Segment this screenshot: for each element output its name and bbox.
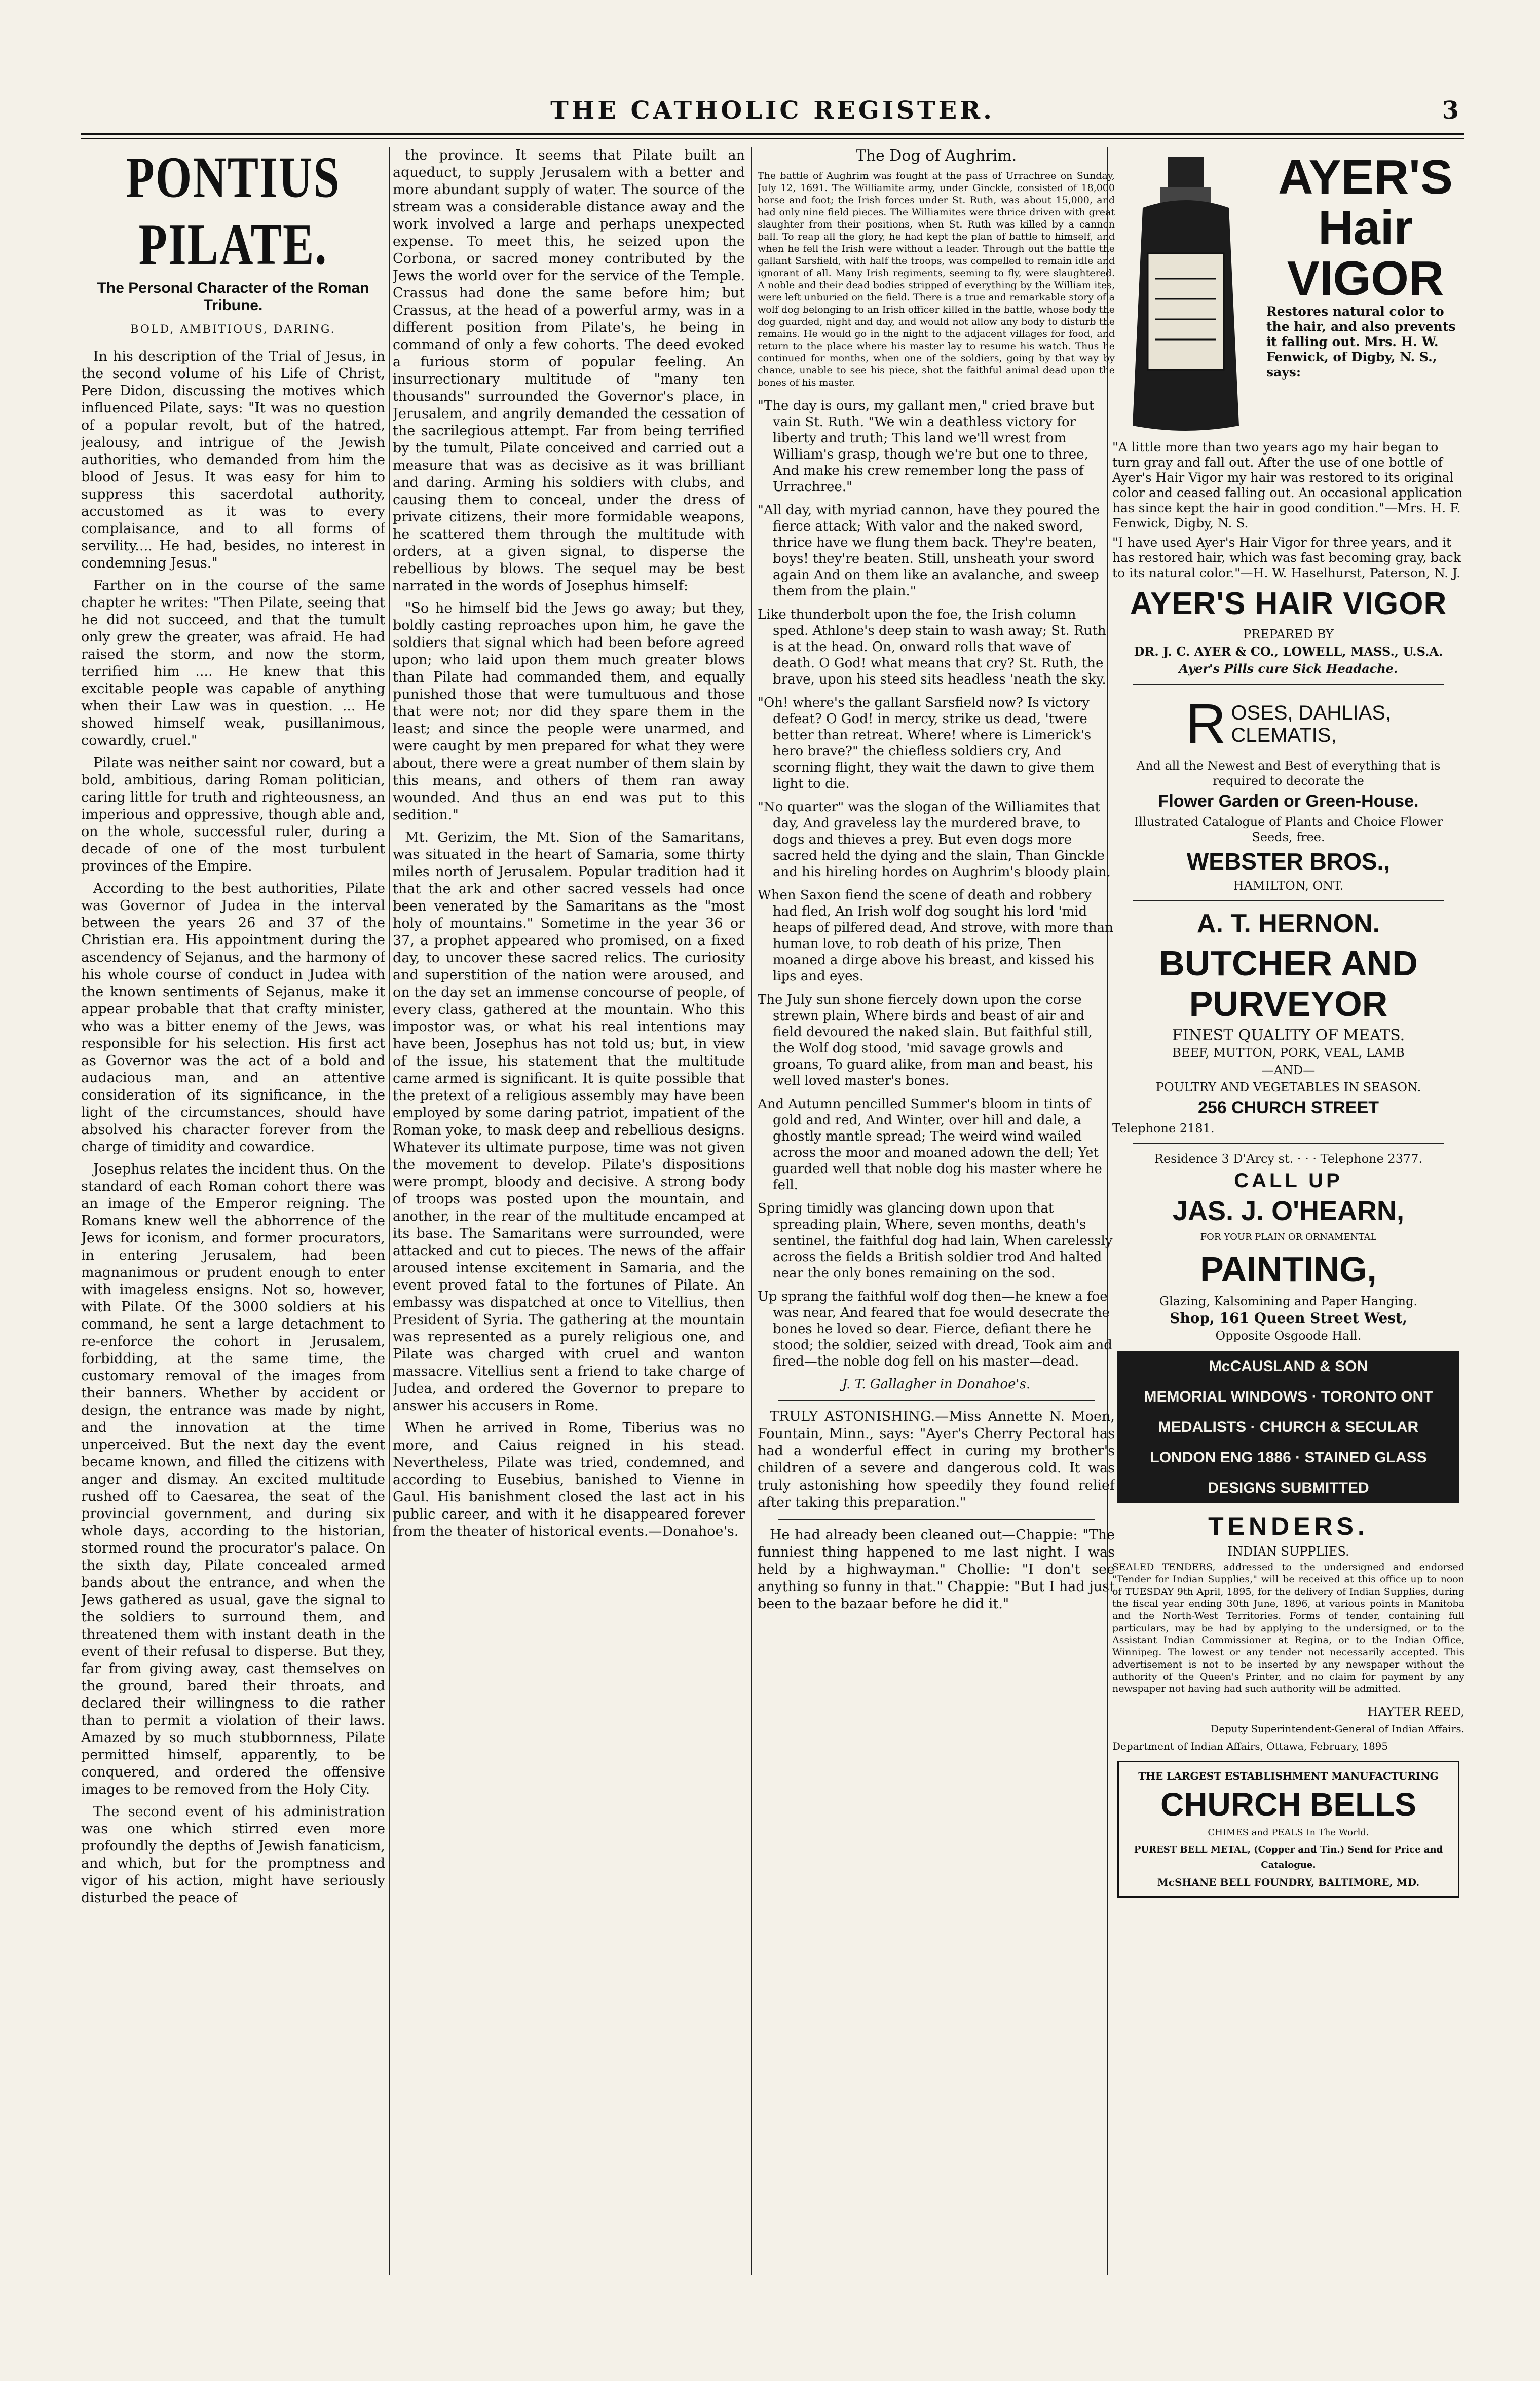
ayer-title-line: AYER'S [1278,150,1453,204]
divider [1133,1143,1444,1144]
tenders-ad [1112,1511,1464,1754]
paragraph: Josephus relates the incident thus. On the standard of each Roman cohort there was an image of the Emperor reigning. The Romans knew well the abhorrence of the Jews for iconism, and former procurators, in entering Jerusalem, had been magnanimous or prudent enough to enter with imageless ensigns. Not so, however, with Pilate. Of the 3000 soldiers at his command, he sent a large detachment to re-enforce the cohort in Jerusalem, forbidding, at the same time, the customary removal of the images from their banners. Whether by accident or design, the entrance was made by night, and the innovation at the time unperceived. But the next day the event became known, and filled the citizens with anger and dismay. An excited multitude rushed off to Caesarea, the seat of the provincial government, and during six whole days, according to the historian, stormed round the procurator's palace. On the sixth day, Pilate concealed armed bands about the entrance, and when the Jews gathered as usual, gave the signal to the soldiers to surround them, and threatened them with instant death in the event of their refusal to disperse. But they, far from giving away, cast themselves on the ground, bared their throats, and declared their willingness to die rather than to permit a violation of their laws. Amazed by so much stubbornness, Pilate permitted himself, apparently, to be conquered, and ordered the offensive images to be removed from the Holy City. [81,1161,385,1797]
ayer-restores: Restores natural color to the hair, and also prevents it falling out. Mrs. H. W. Fenwick, of Digby, N. S., says: [1266,304,1456,380]
glass-line: DESIGNS SUBMITTED [1208,1480,1369,1496]
glass-line: McCAUSLAND & SON [1209,1358,1368,1375]
bells-top: THE LARGEST ESTABLISHMENT MANUFACTURING [1138,1770,1439,1782]
poem-title: The Dog of Aughrim. [855,147,1017,165]
poem-signature: J. T. Gallagher in Donahoe's. [842,1377,1031,1392]
tenders-sub: INDIAN SUPPLIES. [1227,1544,1349,1559]
paragraph: the province. It seems that Pilate built an aqueduct, to supply Jerusalem with a better and more abundant supply of water. The source of the stream was a considerable distance away and the work involved a large and perhaps unexpected expense. To meet this, he seized upon the Corbona, or sacred money contributed by the Jews the world over for the service of the Temple. Crassus had done the same before him; but Crassus, at the head of a powerful army, was in a different position from Pilate's, he being in command of only a few cohorts. The deed evoked a furious storm of popular feeling. An insurrectionary multitude of "many ten thousands" surrounded the Governor's place, in Jerusalem, and angrily demanded the cessation of the sacrilegious attempt. Far from being terrified by the tumult, Pilate conceived and carried out a measure that was as decisive as it was brilliant and daring. Arming his soldiers with clubs, and causing them to conceal, under the dress of private citizens, their more formidable weapons, he scattered them through the multitude with orders, at a given signal, to disperse the rebellious by blows. The sequel may be best narrated in the words of Josephus himself: [393,147,745,594]
divider [778,1400,1095,1401]
header-rule [81,133,1464,135]
hernon-ad [1112,909,1464,1136]
stanza: "No quarter" was the slogan of the Williamites that day, And graveless lay the murdered brave, to dogs and thieves a prey. But even dogs more sacred held the dying and the slain, Than Ginckle and his hireling hordes on Aughrim's bloody plain. [758,800,1111,880]
stained-glass-ad [1117,1351,1459,1503]
roses-desc: And all the Newest and Best of everything that is required to decorate the [1136,759,1441,788]
ayer-quote: "I have used Ayer's Hair Vigor for three years, and it has restored hair, which was fast becoming gray, back to its natural color."—H. W. Haselhurst, Paterson, N. J. [1112,535,1461,580]
advertisements-column [1112,147,1464,2275]
hernon-quality: FINEST QUALITY OF MEATS. [1172,1027,1405,1044]
roses-store: Flower Garden or Green-House. [1158,791,1419,811]
paragraph: When he arrived in Rome, Tiberius was no more, and Caius reigned in his stead. Nevertheless, Pilate was tried, condemned, and according to Eusebius, banished to Vienne in Gaul. His banishment closed the last act in his public career, and with it he disappeared forever from the theater of historical events.—Donahoe's. [393,1420,745,1539]
stanza: Spring timidly was glancing down upon that spreading plain, Where, seven months, death's sentinel, the faithful dog had lain, When carelessly across the fields a British soldier trod And halted near the only bones remaining on the sod. [758,1201,1113,1281]
ayers-hair-vigor-ad [1112,152,1464,436]
masthead [81,96,1464,137]
newspaper-title: THE CATHOLIC REGISTER. [550,96,995,125]
ohearn-shop: Shop, 161 Queen Street West, [1170,1310,1407,1327]
roses-firm: WEBSTER BROS., [1186,848,1391,875]
poem-intro: The battle of Aughrim was fought at the pass of Urrachree on Sunday, July 12, 1691. The Williamite army, under Ginckle, consisted of 18,000 horse and foot; the Irish forces under St. Ruth, was about 15,000, and had only nine field pieces. The Williamites were thrice driven with great slaughter from their positions, when St. Ruth was killed by a cannon ball. To reap all the glory, he had kept the plan of battle to himself, and when he fell the Irish were without a leader. Through out the battle the gallant Sarsfield, with half the troops, was compelled to remain idle and ignorant of all. Many Irish regiments, seeming to fly, were slaughtered. A noble and their dead bodies stripped of everything by the William ites, were left unburied on the field. There is a true and remarkable story of a wolf dog belonging to an Irish officer killed in the battle, whose body the dog guarded, night and day, and would not allow any body to disturb the remains. He would go in the night to the adjacent villages for food, and return to the place where his master lay to resume his watch. Thus he continued for months, when one of the soldiers, going by that way by chance, unable to see his piece, shot the faithful animal dead upon the bones of his master. [758,170,1115,388]
divider [778,1519,1095,1520]
notice-paragraph: TRULY ASTONISHING.—Miss Annette N. Moen, Fountain, Minn., says: "Ayer's Cherry Pectoral has had a wonderful effect in curing my brother's children of a severe and dangerous cold. It was truly astonishing how speedily they found relief after taking this preparation." [758,1409,1115,1510]
ohearn-name: JAS. J. O'HEARN, [1173,1196,1404,1226]
ohearn-ad [1112,1151,1464,1343]
roses-ad [1112,692,1464,893]
ohearn-for: FOR YOUR PLAIN OR ORNAMENTAL [1200,1232,1377,1242]
divider [1133,900,1444,901]
paragraph: In his description of the Trial of Jesus, in the second volume of his Life of Christ, Pere Didon, discussing the motives which influenced Pilate, says: "It was no question of a popular revolt, but of the hatred, jealousy, and intrigue of the Jewish authorities, who demanded from him the blood of Jesus. It was easy for him to suppress this sacerdotal authority, accustomed as it was to every complaisance, and to all forms of servility.... He had, besides, no interest in condemning Jesus." [81,349,385,571]
tenders-dept: Department of Indian Affairs, Ottawa, February, 1895 [1112,1740,1388,1752]
stanza: When Saxon fiend the scene of death and robbery had fled, An Irish wolf dog sought his lord 'mid heaps of pilfered dead, And strove, with more than human love, to rob death of his prize, Then moaned a dirge above his breast, and kissed his lips and eyes. [758,888,1113,984]
hernon-poultry: POULTRY AND VEGETABLES IN SEASON. [1155,1080,1421,1094]
ohearn-painting: PAINTING, [1200,1250,1377,1289]
glass-line: LONDON ENG 1886 · STAINED GLASS [1150,1449,1427,1466]
glass-line: MEMORIAL WINDOWS · TORONTO ONT [1144,1388,1433,1405]
stanza: And Autumn pencilled Summer's bloom in tints of gold and red, And Winter, over hill and dale, a ghostly mantle spread; The weird wind wailed across the moor and moaned adown the dell; Yet guarded well that noble dog his master where he fell. [758,1097,1102,1193]
article-pontius-pilate [81,147,385,2275]
stanza: Like thunderbolt upon the foe, the Irish column sped. Athlone's deep stain to wash away; St. Ruth is at the head. On, onward rolls that wave of death. O God! what means that cry? St. Ruth, the brave, upon his steed sits headless 'neath the sky. [758,607,1106,687]
bells-side: CHIMES and PEALS In The World. [1208,1827,1369,1838]
church-bells-ad [1117,1761,1459,1898]
roses-catalogue: Illustrated Catalogue of Plants and Choice Flower Seeds, free. [1134,815,1443,844]
article-headline: PONTIUS PILATE. [126,147,341,277]
tenders-signer: HAYTER REED, [1367,1705,1464,1719]
ayer-maker: DR. J. C. AYER & CO., LOWELL, MASS., U.S.A. [1134,644,1443,659]
paragraph: Pilate was neither saint nor coward, but a bold, ambitious, daring Roman politician, caring little for truth and righteousness, an imperious and oppressive, though able and, on the whole, successful ruler, during a decade of one of the most turbulent provinces of the Empire. [81,755,385,874]
hernon-meats: BEEF, MUTTON, PORK, VEAL, LAMB [1172,1046,1405,1060]
glass-line: MEDALISTS · CHURCH & SECULAR [1158,1419,1419,1435]
paragraph: The second event of his administration was one which stirred even more profoundly the depths of Jewish fanaticism, and which, but for the promptness and vigor of his action, might have seriously disturbed the peace of [81,1804,385,1906]
ayer-title-line: Hair [1318,201,1413,255]
ayer-pills: Ayer's Pills cure Sick Headache. [1179,661,1398,676]
roses-city: HAMILTON, ONT. [1233,879,1344,893]
bells-main: CHURCH BELLS [1160,1786,1416,1823]
joke-paragraph: He had already been cleaned out—Chappie: "The funniest thing happened to me last night. I was held by a highwayman." Chollie: "I don't see anything so funny in that." Chappie: "But I had just been to the bazaar before he did it." [758,1527,1115,1612]
article-continuation [393,147,745,2275]
paragraph: Farther on in the course of the same chapter he writes: "Then Pilate, seeing that he did not succeed, and that the tumult only grew the greater, was afraid. He had raised the storm, and now the storm, terrified him .... He knew that this excitable people was capable of anything when their Law was in question. ... He showed himself weak, pusillanimous, cowardly, cruel." [81,578,385,748]
divider [1133,684,1444,685]
column-divider [389,147,390,2275]
stanza: "The day is ours, my gallant men," cried brave but vain St. Ruth. "We win a deathless victory for liberty and truth; This land we'll wrest from William's grasp, though we're but one to three, And make his crew remember long the pass of Urrachree." [758,398,1095,495]
ayer-title-line: VIGOR [1287,251,1444,306]
page-number: 3 [1442,96,1459,125]
tenders-signer-title: Deputy Superintendent-General of Indian Affairs. [1211,1723,1464,1735]
article-subhead: The Personal Character of the Roman Tribune. [97,280,369,314]
stanza: "Oh! where's the gallant Sarsfield now? Is victory defeat? O God! in mercy, strike us dead, 'twere better than retreat. Where! where is Limerick's hero brave?" the chiefless soldiers cry, And scorning flight, they wait the dawn to give them light to die. [758,695,1095,791]
ohearn-residence: Residence 3 D'Arcy st. · · · Telephone 2377. [1154,1152,1423,1166]
hernon-address: 256 CHURCH STREET [1197,1098,1379,1117]
hernon-and: —AND— [1261,1063,1316,1077]
paragraph: According to the best authorities, Pilate was Governor of Judea in the interval between the years 26 and 37 of the Christian era. His appointment during the ascendency of Sejanus, and the harmony of his whole course of conduct in Judea with the known sentiments of Sejanus, make it appear probable that that crafty minister, who was a bitter enemy of the Jews, was responsible for his selection. His first act as Governor was the act of a bold and audacious man, and an attentive consideration of its significance, in the light of the circumstances, should have absolved his character forever from the charge of timidity and cowardice. [81,881,385,1155]
stanza: "All day, with myriad cannon, have they poured the fierce attack; With valor and the naked sword, thrice have we flung them back. They're beaten, boys! they're beaten. Still, unsheath your sword again And on them like an avalanche, and sweep them from the plain." [758,503,1100,599]
ayer-banner: AYER'S HAIR VIGOR [1130,586,1447,621]
paragraph: Mt. Gerizim, the Mt. Sion of the Samaritans, was situated in the heart of Samaria, some thirty miles north of Jerusalem. Popular tradition had it that the ark and other sacred vessels had once been venerated by the Samaritans as the "most holy of mountains." Sometime in the year 36 or 37, a prophet appeared who promised, on a fixed day, to uncover these sacred relics. The curiosity and superstition of the nation were aroused, and on the day set an immense concourse of people, of every class, gathered at the mountain. Who this impostor was, or what his real intentions may have been, Josephus has not told us; but, in view of the issue, his statement that the multitude came armed is significant. It is quite possible that the pretext of a religious assembly may have been employed by some daring patriot, impatient of the Roman yoke, to mask deep and rebellious designs. Whatever its ultimate purpose, time was not given the movement to develop. Pilate's dispositions were prompt, bloody and decisive. A strong body of troops was posted upon the mountain, and another, in the rear of the multitude encamped at its base. The Samaritans were surrounded, were attacked and cut to pieces. The news of the affair aroused intense excitement in Samaria, and the event proved fatal to the fortunes of Pilate. An embassy was dispatched at once to Vitellius, then President of Syria. The gathering at the mountain was represented as a purely religious one, and Pilate was charged with cruel and wanton massacre. Vitellius sent a friend to take charge of Judea, and ordered the Governor to prepare to answer his accusers in Rome. [393,829,745,1414]
tenders-title: TENDERS. [1208,1512,1369,1540]
tenders-body: SEALED TENDERS, addressed to the undersigned and endorsed "Tender for Indian Supplies," will be received at this office up to noon of TUESDAY 9th April, 1895, for the delivery of Indian Supplies, during the fiscal year ending 30th June, 1896, at various points in Manitoba and the North-West Territories. Forms of tender, containing full particulars, may be had by applying to the undersigned, or to the Assistant Indian Commissioner at Regina, or to the Indian Office, Winnipeg. The lowest or any tender not necessarily accepted. This advertisement is not to be inserted by any newspaper without the authority of the Queen's Printer, and no claim for payment by any newspaper not having had such authority will be admitted. [1112,1562,1464,1694]
hernon-name: A. T. HERNON. [1196,909,1380,938]
header-rule-thin [81,138,1464,139]
roses-line: CLEMATIS, [1231,724,1337,746]
article-deck: BOLD, AMBITIOUS, DARING. [130,323,336,336]
paragraph: "So he himself bid the Jews go away; but they, boldly casting reproaches upon him, he gave the soldiers that signal which had been before agreed upon; who laid upon them much greater blows than Pilate had commanded them, and equally punished those that were tumultuous and those that were not; nor did they spare them in the least; and since the people were unarmed, and were caught by men prepared for what they were about, there were a great number of them slain by this means, and others of them ran away wounded. And thus an end was put to this sedition." [393,600,745,823]
column-divider [751,147,752,2275]
hernon-trade: BUTCHER AND PURVEYOR [1159,943,1418,1024]
roses-line: OSES, DAHLIAS, [1231,701,1392,724]
ohearn-services: Glazing, Kalsomining and Paper Hanging. [1159,1294,1418,1308]
roses-initial: R [1185,693,1226,755]
bells-metal: PUREST BELL METAL, (Copper and Tin.) Send for Price and Catalogue. [1134,1844,1443,1870]
stanza: The July sun shone fiercely down upon the corse strewn plain, Where birds and beast of air and field devoured the naked slain. But faithful still, the Wolf dog stood, 'mid savage growls and groans, To guard alike, from man and beast, his well loved master's bones. [758,992,1093,1088]
ohearn-call: CALL UP [1234,1169,1343,1192]
stanza: Up sprang the faithful wolf dog then—he knew a foe was near, And feared that foe would desecrate the bones he loved so dear. Fierce, defiant there he stood; the soldier, seized with dread, Took aim and fired—the noble dog fell on his master—dead. [758,1289,1112,1369]
ayer-prepared: PREPARED BY [1243,627,1334,641]
ayer-quote: "A little more than two years ago my hair began to turn gray and fall out. After the use of one bottle of Ayer's Hair Vigor my hair was restored to its original color and ceased falling out. An occasional application has since kept the hair in good condition."—Mrs. H. F. Fenwick, Digby, N. S. [1112,440,1463,531]
poem-column [758,147,1115,2275]
bells-foundry: McSHANE BELL FOUNDRY, BALTIMORE, MD. [1157,1876,1420,1888]
ohearn-opposite: Opposite Osgoode Hall. [1215,1329,1362,1343]
hernon-phone: Telephone 2181. [1112,1121,1215,1136]
hair-vigor-bottle-icon [1112,152,1259,436]
